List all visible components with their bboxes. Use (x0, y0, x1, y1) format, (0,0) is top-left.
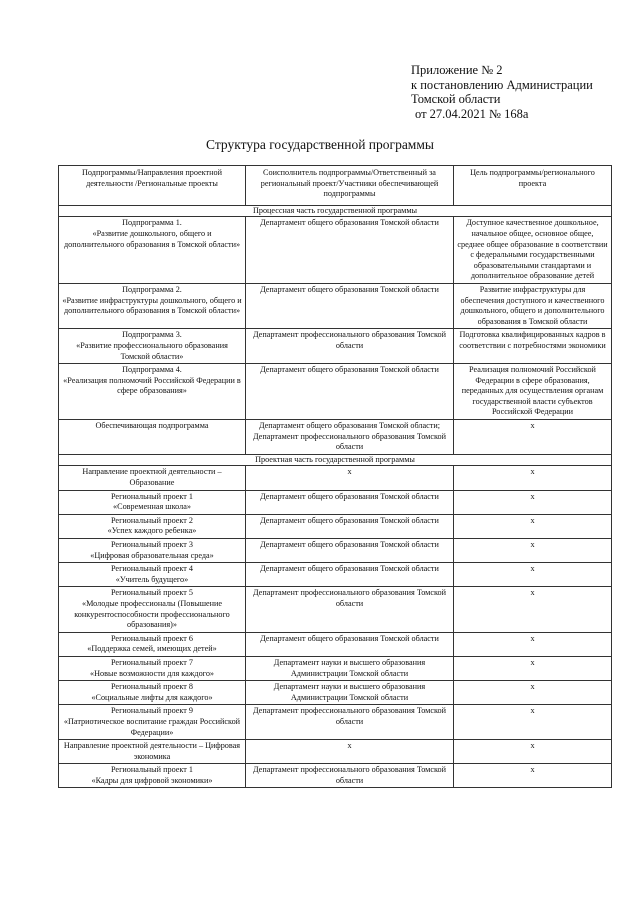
table-row (59, 539, 612, 563)
table-header-row (59, 166, 612, 206)
executor-cell: x (246, 466, 454, 490)
program-name-cell: Региональный проект 6 «Поддержка семей, имеющих детей» (59, 632, 246, 656)
program-name-cell: Подпрограмма 3. «Развитие профессионального образования Томской области» (59, 329, 246, 364)
header-subprograms: Подпрограммы/Направления проектной деятельности /Региональные проекты (59, 166, 246, 206)
goal-cell: Подготовка квалифицированных кадров в соответствии с потребностями экономики (454, 329, 612, 364)
table-row (59, 587, 612, 632)
appendix-reference: к постановлению Администрации (411, 77, 593, 92)
program-name-cell: Региональный проект 3 «Цифровая образовательная среда» (59, 539, 246, 563)
table-row (59, 632, 612, 656)
executor-cell: Департамент общего образования Томской области (246, 364, 454, 420)
goal-cell: Доступное качественное дошкольное, начальное общее, основное общее, среднее общее образование в соответствии с федеральными государственными образовательными стандартами и дополнительное образование детей (454, 217, 612, 284)
goal-cell: Реализация полномочий Российской Федерации в сфере образования, переданных для осуществления органам государственной власти субъектов Российской Федерации (454, 364, 612, 420)
goal-cell: x (454, 740, 612, 764)
program-name-cell: Региональный проект 1 «Кадры для цифровой экономики» (59, 764, 246, 788)
program-name-cell: Региональный проект 2 «Успех каждого ребенка» (59, 514, 246, 538)
table-row (59, 466, 612, 490)
appendix-header (411, 63, 631, 121)
executor-cell: Департамент общего образования Томской области; Департамент профессионального образования Томской области (246, 420, 454, 455)
section-process-label: Процессная часть государственной программы (59, 205, 612, 217)
table-row (59, 764, 612, 788)
goal-cell: x (454, 681, 612, 705)
header-goal: Цель подпрограммы/регионального проекта (454, 166, 612, 206)
executor-cell: Департамент общего образования Томской области (246, 539, 454, 563)
header-executor: Соисполнитель подпрограммы/Ответственный за региональный проект/Участники обеспечивающей подпрограммы (246, 166, 454, 206)
goal-cell: x (454, 632, 612, 656)
goal-cell: x (454, 705, 612, 740)
program-name-cell: Направление проектной деятельности – Цифровая экономика (59, 740, 246, 764)
executor-cell: Департамент общего образования Томской области (246, 283, 454, 328)
executor-cell: Департамент профессионального образования Томской области (246, 764, 454, 788)
table-row (59, 329, 612, 364)
program-name-cell: Региональный проект 1 «Современная школа» (59, 490, 246, 514)
program-name-cell: Региональный проект 9 «Патриотическое воспитание граждан Российской Федерации» (59, 705, 246, 740)
table-row (59, 681, 612, 705)
program-name-cell: Направление проектной деятельности – Образование (59, 466, 246, 490)
document-title: Структура государственной программы (206, 137, 434, 152)
goal-cell: x (454, 656, 612, 680)
appendix-region: Томской области (411, 92, 501, 106)
table-row (59, 656, 612, 680)
goal-cell: x (454, 490, 612, 514)
appendix-date: от 27.04.2021 № 168а (415, 106, 529, 121)
program-name-cell: Региональный проект 8 «Социальные лифты для каждого» (59, 681, 246, 705)
program-name-cell: Подпрограмма 2. «Развитие инфраструктуры дошкольного, общего и дополнительного образования в Томской области» (59, 283, 246, 328)
program-structure-table (58, 165, 612, 788)
executor-cell: Департамент науки и высшего образования Администрации Томской области (246, 681, 454, 705)
executor-cell: Департамент профессионального образования Томской области (246, 329, 454, 364)
goal-cell: x (454, 514, 612, 538)
executor-cell: Департамент общего образования Томской области (246, 563, 454, 587)
goal-cell: x (454, 764, 612, 788)
program-name-cell: Региональный проект 4 «Учитель будущего» (59, 563, 246, 587)
goal-cell: x (454, 539, 612, 563)
section-process (59, 205, 612, 217)
table-row (59, 217, 612, 284)
table-row (59, 490, 612, 514)
executor-cell: x (246, 740, 454, 764)
executor-cell: Департамент общего образования Томской области (246, 632, 454, 656)
goal-cell: x (454, 466, 612, 490)
program-name-cell: Подпрограмма 1. «Развитие дошкольного, общего и дополнительного образования в Томской области» (59, 217, 246, 284)
table-row (59, 705, 612, 740)
executor-cell: Департамент науки и высшего образования Администрации Томской области (246, 656, 454, 680)
section-project-label: Проектная часть государственной программы (59, 454, 612, 466)
table-row (59, 740, 612, 764)
table-row (59, 420, 612, 455)
table-row (59, 283, 612, 328)
table-body (59, 205, 612, 788)
table-row (59, 563, 612, 587)
executor-cell: Департамент общего образования Томской области (246, 514, 454, 538)
executor-cell: Департамент профессионального образования Томской области (246, 587, 454, 632)
table-row (59, 364, 612, 420)
goal-cell: x (454, 420, 612, 455)
section-project (59, 454, 612, 466)
goal-cell: x (454, 587, 612, 632)
program-name-cell: Обеспечивающая подпрограмма (59, 420, 246, 455)
goal-cell: x (454, 563, 612, 587)
executor-cell: Департамент общего образования Томской области (246, 217, 454, 284)
program-name-cell: Подпрограмма 4. «Реализация полномочий Российской Федерации в сфере образования» (59, 364, 246, 420)
executor-cell: Департамент профессионального образования Томской области (246, 705, 454, 740)
goal-cell: Развитие инфраструктуры для обеспечения доступного и качественного дошкольного, общего и дополнительного образования в Томской области (454, 283, 612, 328)
program-name-cell: Региональный проект 7 «Новые возможности для каждого» (59, 656, 246, 680)
program-name-cell: Региональный проект 5 «Молодые профессионалы (Повышение конкурентоспособности профессионального образования)» (59, 587, 246, 632)
executor-cell: Департамент общего образования Томской области (246, 490, 454, 514)
appendix-number: Приложение № 2 (411, 63, 503, 77)
table-row (59, 514, 612, 538)
